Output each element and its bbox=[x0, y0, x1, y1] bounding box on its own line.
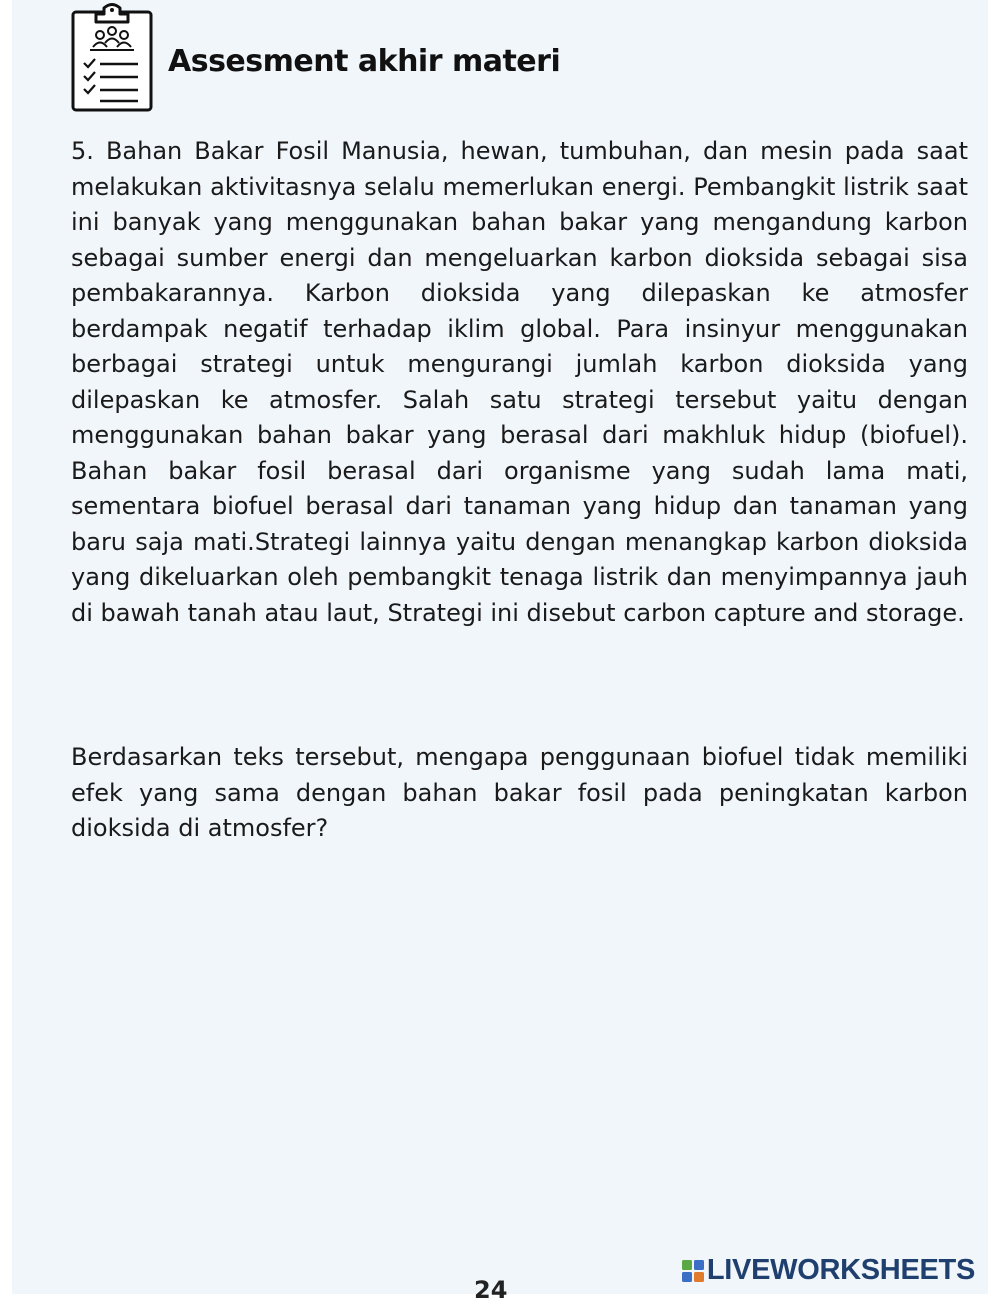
brand-watermark[interactable] bbox=[681, 1254, 975, 1287]
liveworksheets-logo-icon bbox=[681, 1259, 705, 1283]
header bbox=[70, 0, 560, 115]
clipboard-checklist-icon bbox=[70, 0, 154, 115]
brand-name: LIVEWORKSHEETS bbox=[706, 1254, 975, 1286]
page-number: 24 bbox=[474, 1276, 508, 1304]
worksheet-page bbox=[12, 0, 988, 1304]
reading-passage: 5. Bahan Bakar Fosil Manusia, hewan, tumbuhan, dan mesin pada saat melakukan aktivitasnya selalu memerlukan energi. Pembangkit listrik saat ini banyak yang menggunakan bahan bakar yang mengandung karbon sebagai sumber energi dan mengeluarkan karbon dioksida sebagai sisa pembakarannya. Karbon dioksida yang dilepaskan ke atmosfer berdampak negatif terhadap iklim global. Para insinyur menggunakan berbagai strategi untuk mengurangi jumlah karbon dioksida yang dilepaskan ke atmosfer. Salah satu strategi tersebut yaitu dengan menggunakan bahan bakar yang berasal dari makhluk hidup (biofuel). Bahan bakar fosil berasal dari organisme yang sudah lama mati, sementara biofuel berasal dari tanaman yang hidup dan tanaman yang baru saja mati.Strategi lainnya yaitu dengan menangkap karbon dioksida yang dikeluarkan oleh pembangkit tenaga listrik dan menyimpannya jauh di bawah tanah atau laut, Strategi ini disebut carbon capture and storage. bbox=[71, 137, 968, 627]
question-text: Berdasarkan teks tersebut, mengapa penggunaan biofuel tidak memiliki efek yang sama dengan bahan bakar fosil pada peningkatan karbon dioksida di atmosfer? bbox=[71, 743, 968, 842]
page-title: Assesment akhir materi bbox=[168, 44, 561, 79]
